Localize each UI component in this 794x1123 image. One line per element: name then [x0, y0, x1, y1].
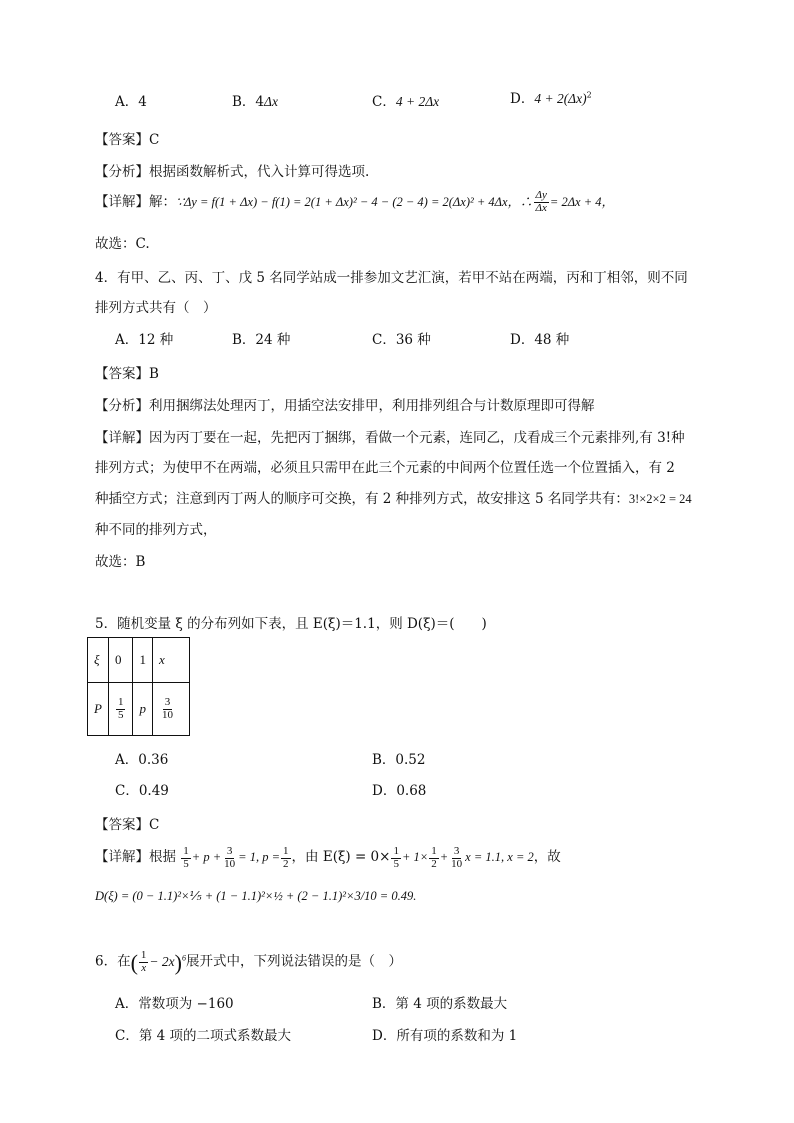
q5-detail-line2: D(ξ) = (0 − 1.1)²×⅕ + (1 − 1.1)²×½ + (2 − 1.1)²×3/10 = 0.49. — [95, 889, 417, 903]
q4-stem-line1: 4．有甲、乙、丙、丁、戊 5 名同学站成一排参加文艺汇演，若甲不站在两端，丙和丁相邻，则不同 — [95, 270, 688, 286]
q5-stem: 5．随机变量 ξ 的分布列如下表，且 E(ξ)＝1.1，则 D(ξ)＝( ) — [95, 616, 487, 632]
q3-detail: 【详解】解：∵Δy = f(1 + Δx) − f(1) = 2(1 + Δx)² − 4 − (2 − 4) = 2(Δx)² + 4Δx，∴ $\frac{\Delta y}{\Delta x}$ = 2Δx + 4， — [95, 189, 615, 214]
table-row — [88, 683, 190, 736]
q6-stem: 6．在( $\frac{1}{x}$ − 2x)$^6$展开式中，下列说法错误的是（ ） — [95, 949, 402, 975]
q4-detail-line3: 种插空方式；注意到丙丁两人的顺序可交换，有 2 种排列方式，故安排这 5 名同学共有：3!×2×2 = 24 — [95, 491, 692, 507]
q6-option-b: B．第 4 项的系数最大 — [372, 996, 508, 1012]
table-cell: ξ — [88, 638, 109, 683]
q6-option-c: C．第 4 项的二项式系数最大 — [115, 1028, 292, 1044]
q5-answer: 【答案】C — [95, 817, 160, 833]
q5-detail-line1: 【详解】根据 $\frac{1}{5}$ + p + $\frac{3}{10}$ = 1, p = $\frac{1}{2}$ ，由 E(ξ) = 0× $\frac{1}{5}$ + 1× $\frac{1}{2}$ + $\frac{3}{10}$ x = 1.1, x = 2，故 — [95, 845, 561, 870]
q5-option-b: B．0.52 — [372, 752, 426, 768]
q6-option-a: A．常数项为 −160 — [115, 996, 234, 1012]
q4-option-b: B．24 种 — [232, 332, 291, 348]
q4-detail-line1: 【详解】因为丙丁要在一起，先把丙丁捆绑，看做一个元素，连同乙，戊看成三个元素排列,有 3!种 — [95, 430, 685, 446]
table-cell: 1 — [133, 638, 153, 683]
q4-analysis: 【分析】利用捆绑法处理丙丁，用插空法安排甲，利用排列组合与计数原理即可得解 — [95, 398, 595, 414]
q5-option-a: A．0.36 — [115, 752, 169, 768]
distribution-table — [87, 637, 190, 736]
table-cell: $\frac{1}{5}$ — [108, 683, 133, 736]
q5-option-c: C．0.49 — [115, 783, 169, 799]
table-cell: p — [133, 683, 153, 736]
q4-option-d: D．48 种 — [510, 332, 570, 348]
q4-detail-line4: 种不同的排列方式， — [95, 522, 217, 538]
q5-option-d: D．0.68 — [372, 783, 427, 799]
table-cell: P — [88, 683, 109, 736]
q6-option-d: D．所有项的系数和为 1 — [372, 1028, 518, 1044]
q4-answer: 【答案】B — [95, 366, 159, 382]
q4-stem-line2: 排列方式共有（ ） — [95, 300, 217, 316]
q3-option-d: D．$4 + 2(\Delta x)^2$ — [510, 90, 592, 107]
q3-analysis: 【分析】根据函数解析式，代入计算可得选项. — [95, 164, 370, 180]
table-cell: 0 — [108, 638, 133, 683]
q3-conclusion: 故选：C. — [95, 236, 150, 252]
table-cell: $\frac{3}{10}$ — [152, 683, 189, 736]
table-cell: x — [152, 638, 189, 683]
q4-option-c: C．36 种 — [372, 332, 431, 348]
q4-conclusion: 故选：B — [95, 554, 146, 570]
q4-detail-line2: 排列方式；为使甲不在两端，必须且只需甲在此三个元素的中间两个位置任选一个位置插入，有 2 — [95, 460, 675, 476]
q3-option-a: A．4 — [115, 94, 147, 110]
q3-option-b: B．4Δx — [232, 94, 278, 110]
table-row — [88, 638, 190, 683]
q3-answer: 【答案】C — [95, 132, 160, 148]
q4-option-a: A．12 种 — [115, 332, 174, 348]
q3-option-c: C．4 + 2Δx — [372, 94, 440, 110]
